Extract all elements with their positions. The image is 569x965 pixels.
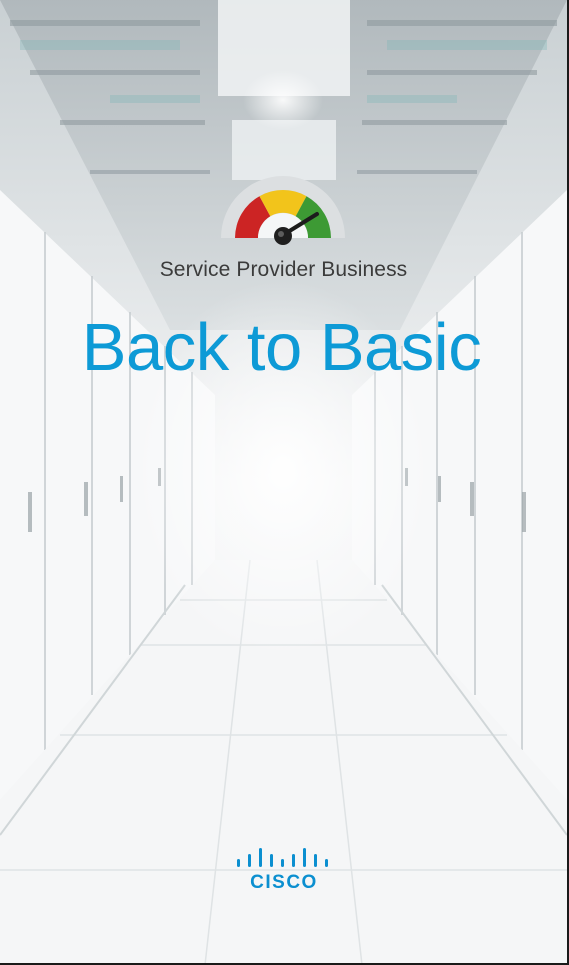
cisco-bars-icon — [234, 848, 332, 870]
logo-wordmark: CISCO — [250, 872, 318, 893]
cisco-logo — [232, 848, 336, 894]
page-title: Back to Basic — [81, 310, 482, 385]
speedometer-gauge-icon — [218, 176, 348, 248]
subtitle: Service Provider Business — [159, 258, 408, 281]
